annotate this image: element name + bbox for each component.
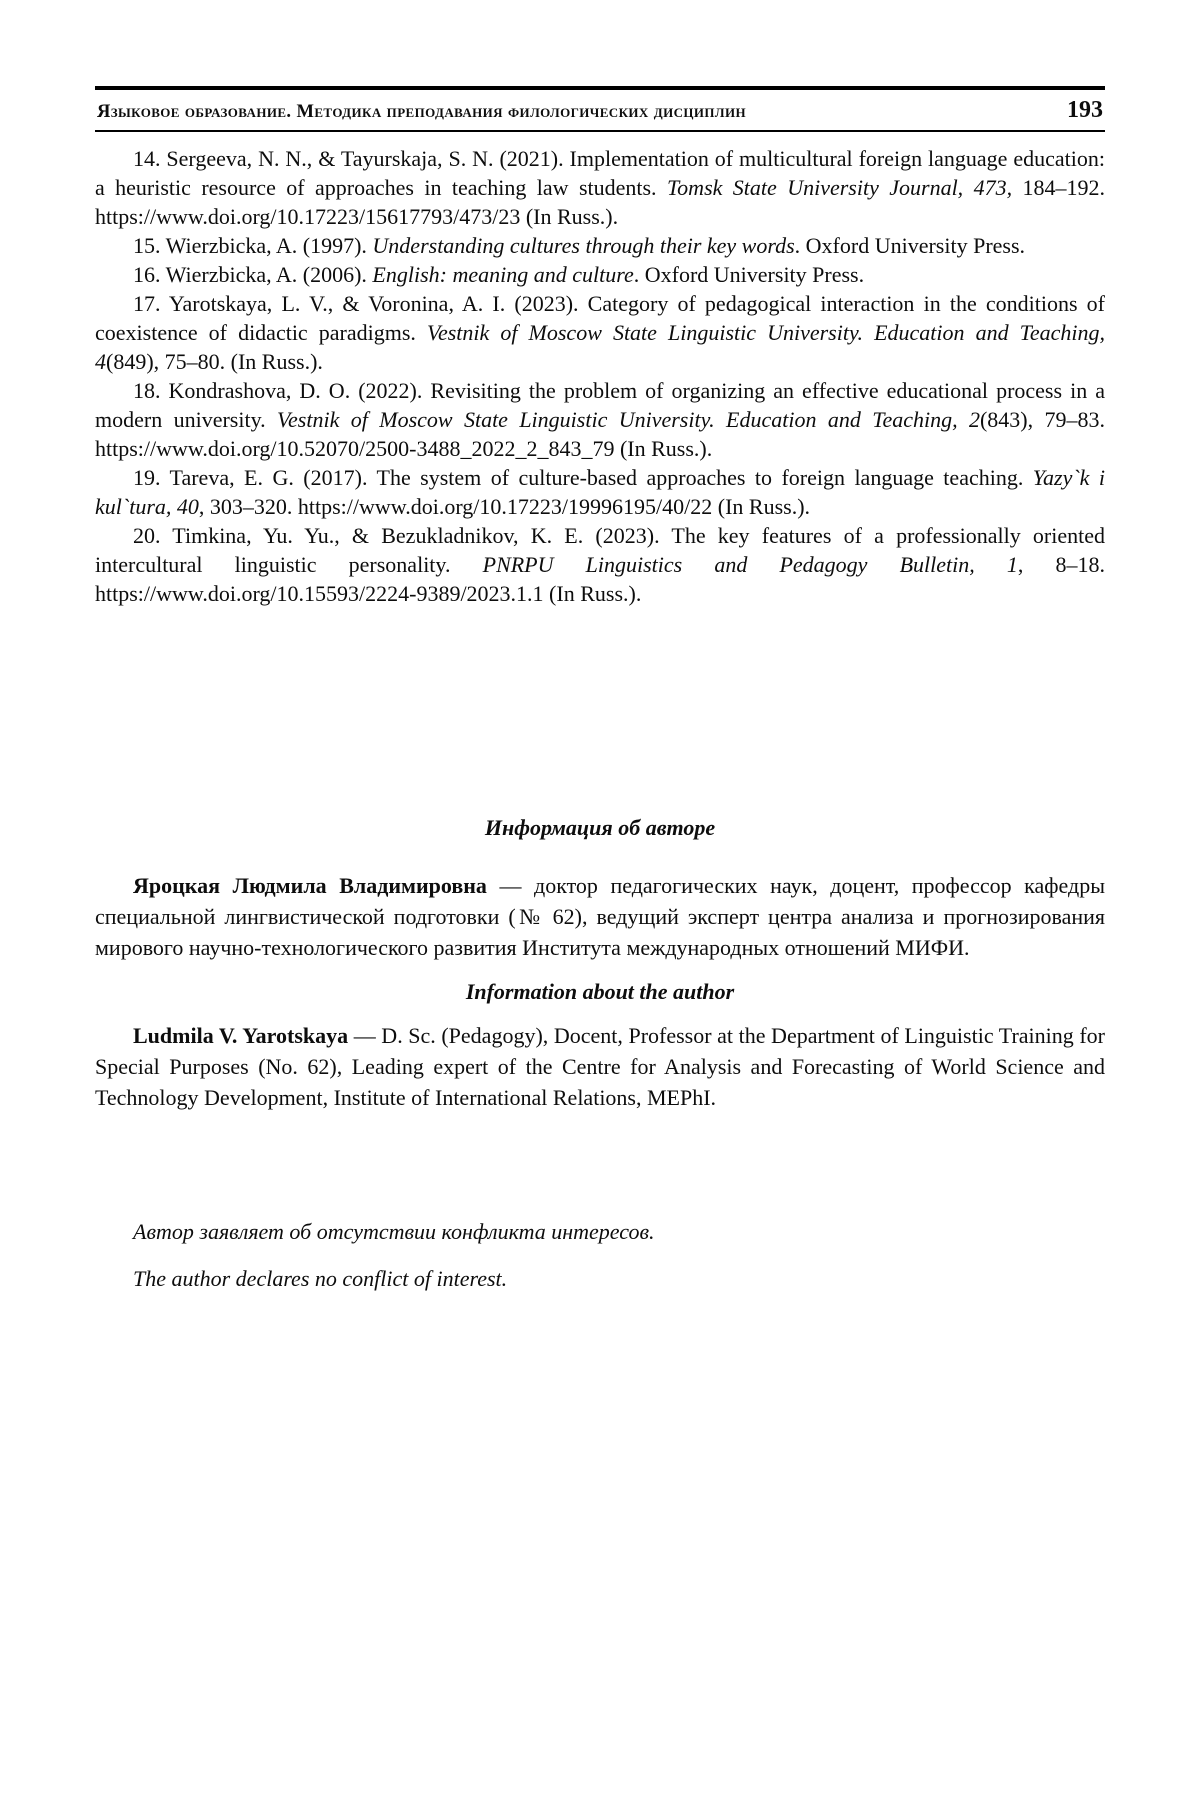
conflict-statement-en: The author declares no conflict of interest. [133,1266,508,1291]
reference-item [95,289,1105,376]
author-info-ru-paragraph [95,870,1105,963]
reference-italic-segment: Tomsk State University Journal, 473, [666,175,1023,200]
page-header [95,86,1105,132]
reference-item [95,463,1105,521]
reference-italic-segment: Vestnik of Moscow State Linguistic University. Education and Teaching, 4 [95,320,1105,374]
running-title: Языковое образование. Методика преподавания филологических дисциплин [97,102,747,122]
page-body [95,144,1105,1292]
reference-text-segment: 15. Wierzbicka, A. (1997). [133,233,373,258]
reference-text-segment: 14. Sergeeva, N. N., & Tayurskaja, S. N. (2021). Implementation of multicultural foreign language education: a heuristic resource of approaches in teaching law students. [95,146,1105,200]
author-info-en-text: — D. Sc. (Pedagogy), Docent, Professor at the Department of Linguistic Training for Special Purposes (No. 62), Leading expert of the Centre for Analysis and Forecasting of World Science and Technology Development, Institute of International Relations, MEPhI. [95,1023,1105,1110]
author-info-ru-heading: Информация об авторе [484,815,716,840]
header-bottom-rule [95,130,1105,132]
reference-text-segment: 19. Tareva, E. G. (2017). The system of culture-based approaches to foreign language teaching. [133,465,1033,490]
reference-text-segment: , 303–320. https://www.doi.org/10.17223/19996195/40/22 (In Russ.). [198,494,811,519]
reference-item [95,376,1105,463]
reference-text-segment: 16. Wierzbicka, A. (2006). [133,262,373,287]
running-head-row [95,90,1105,130]
reference-item [95,144,1105,231]
reference-text-segment: (843), 79–83. https://www.doi.org/10.52070/2500-3488_2022_2_843_79 (In Russ.). [95,407,1106,461]
reference-text-segment: 184–192. https://www.doi.org/10.17223/15617793/473/23 (In Russ.). [95,175,1105,229]
page-number: 193 [1067,97,1103,123]
author-info-en-paragraph [95,1020,1105,1113]
reference-italic-segment: Understanding cultures through their key words [372,233,795,258]
reference-text-segment: , 8–18. https://www.doi.org/10.15593/2224-9389/2023.1.1 (In Russ.). [95,552,1105,606]
reference-item [95,521,1105,608]
author-info-ru-text: — доктор педагогических наук, доцент, профессор кафедры специальной лингвистической подготовки (№ 62), ведущий эксперт центра анализа и прогнозирования мирового научно-технологического развития Института международных отношений МИФИ. [95,873,1105,960]
reference-item [95,231,1105,260]
reference-italic-segment: English: meaning and culture [372,262,634,287]
conflict-statement-ru: Автор заявляет об отсутствии конфликта интересов. [133,1219,655,1244]
references-list [95,144,1105,608]
reference-italic-segment: PNRPU Linguistics and Pedagogy Bulletin, 1 [482,552,1018,577]
reference-item [95,260,1105,289]
reference-italic-segment: Vestnik of Moscow State Linguistic University. Education and Teaching, 2 [277,407,980,432]
reference-text-segment: 17. Yarotskaya, L. V., & Voronina, A. I. (2023). Category of pedagogical interaction in the conditions of coexistence of didactic paradigms. [95,291,1105,345]
reference-text-segment: 20. Timkina, Yu. Yu., & Bezukladnikov, K. E. (2023). The key features of a professionally oriented intercultural linguistic personality. [95,523,1105,577]
reference-text-segment: 18. Kondrashova, D. O. (2022). Revisiting the problem of organizing an effective educational process in a modern university. [95,378,1105,432]
reference-text-segment: (849), 75–80. (In Russ.). [106,349,323,374]
reference-italic-segment: Yazy`k i kul`tura, 40 [95,465,1106,519]
author-name-ru: Яроцкая Людмила Владимировна [133,873,487,898]
reference-text-segment: . Oxford University Press. [794,233,1026,258]
reference-text-segment: . Oxford University Press. [633,262,865,287]
author-name-en: Ludmila V. Yarotskaya [133,1023,349,1048]
author-info-en-heading: Information about the author [465,979,735,1004]
